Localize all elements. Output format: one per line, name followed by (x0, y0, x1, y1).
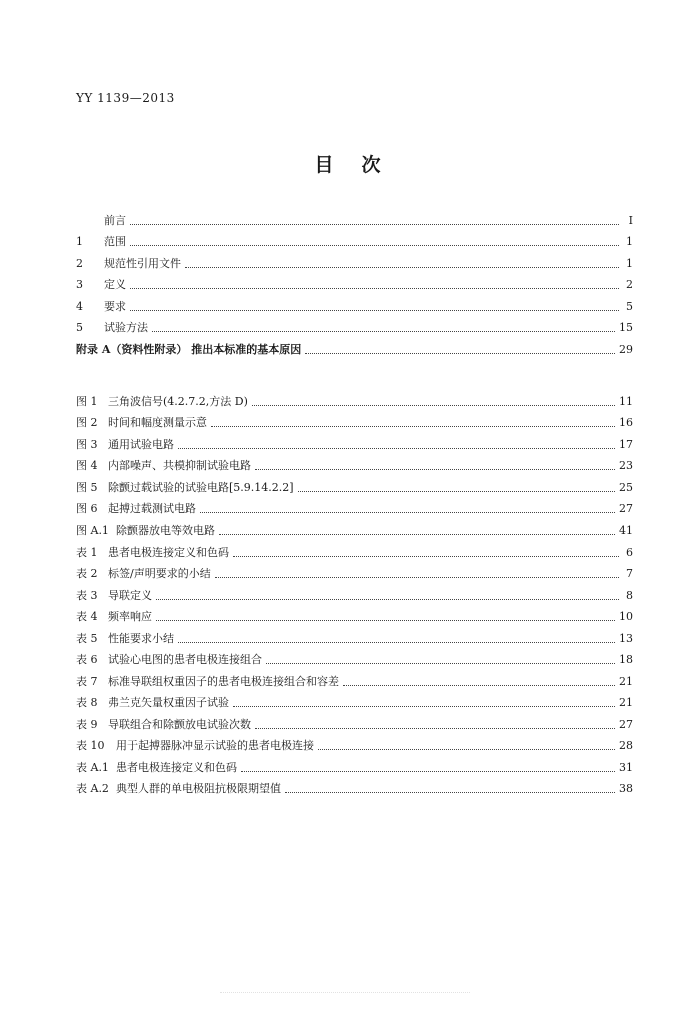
table-label: 标签/声明要求的小结 (108, 567, 211, 580)
table-label: 典型人群的单电极阻抗极限期望值 (116, 782, 281, 795)
page-title: 目次 (314, 154, 409, 176)
table-page: 38 (619, 782, 633, 795)
figure-label: 起搏过载测试电路 (108, 502, 196, 515)
dot-leader (285, 792, 615, 793)
dot-leader (130, 310, 619, 311)
toc-entry[interactable] (76, 228, 633, 250)
dot-leader (255, 728, 615, 729)
toc-table-entry[interactable] (76, 646, 633, 668)
table-number: 表 2 (76, 567, 98, 580)
table-page: 6 (626, 545, 633, 559)
figure-page: 25 (619, 480, 633, 494)
table-number: 表 5 (76, 631, 98, 645)
figure-number: 图 4 (76, 459, 98, 472)
toc-entry-label: 定义 (104, 278, 126, 291)
figure-page: 23 (619, 459, 633, 472)
figure-number: 图 A.1 (76, 523, 109, 537)
toc-figure-entry[interactable] (76, 409, 633, 431)
table-label: 导联定义 (108, 588, 152, 602)
table-number: 表 6 (76, 653, 98, 666)
table-label: 导联组合和除颤放电试验次数 (108, 717, 251, 731)
toc-entry-page: 5 (626, 299, 633, 313)
dot-leader (318, 749, 615, 750)
table-number: 表 8 (76, 696, 98, 709)
toc-entry-label: 试验方法 (104, 321, 148, 334)
figure-page: 11 (619, 394, 633, 408)
figure-page: 17 (619, 437, 633, 451)
dot-leader (130, 224, 619, 225)
toc-entry[interactable] (76, 292, 633, 314)
figure-number: 图 6 (76, 502, 98, 515)
toc-tables-section (76, 538, 633, 796)
toc-entry[interactable] (76, 206, 633, 228)
table-page: 13 (619, 631, 633, 645)
dot-leader (233, 556, 619, 557)
dot-leader (178, 448, 615, 449)
toc-table-entry[interactable] (76, 603, 633, 625)
dot-leader (305, 353, 615, 354)
toc-table-entry[interactable] (76, 710, 633, 732)
toc-figure-entry[interactable] (76, 452, 633, 474)
figure-label: 通用试验电路 (108, 437, 174, 451)
table-page: 21 (619, 674, 633, 688)
toc-table-entry[interactable] (76, 538, 633, 560)
toc-table-entry[interactable] (76, 581, 633, 603)
dot-leader (343, 685, 615, 686)
toc-entry-appendix[interactable] (76, 335, 633, 357)
table-page: 31 (619, 760, 633, 774)
toc-entry-label: 规范性引用文件 (104, 256, 181, 270)
table-label: 患者电极连接定义和色码 (116, 760, 237, 774)
toc-entry-page: 15 (619, 321, 633, 334)
toc-entry-label: 前言 (104, 213, 126, 227)
toc-table-entry[interactable] (76, 775, 633, 797)
table-page: 18 (619, 653, 633, 666)
figure-number: 图 3 (76, 437, 98, 451)
table-label: 性能要求小结 (108, 631, 174, 645)
table-label: 用于起搏器脉冲显示试验的患者电极连接 (116, 739, 314, 752)
toc-figure-entry[interactable] (76, 495, 633, 517)
figure-number: 图 5 (76, 480, 98, 494)
table-page: 7 (626, 567, 633, 580)
dot-leader (130, 288, 619, 289)
toc-entry-number: 2 (76, 256, 83, 270)
dot-leader (156, 620, 615, 621)
figure-label: 除颤器放电等效电路 (116, 523, 215, 537)
toc-figure-entry[interactable] (76, 516, 633, 538)
toc-table-entry[interactable] (76, 560, 633, 582)
table-page: 28 (619, 739, 633, 752)
toc-table-entry[interactable] (76, 689, 633, 711)
toc-table-entry[interactable] (76, 667, 633, 689)
toc-figure-entry[interactable] (76, 430, 633, 452)
dot-leader (298, 491, 615, 492)
document-code: YY 1139—2013 (76, 91, 175, 105)
table-number: 表 4 (76, 610, 98, 623)
table-number: 表 1 (76, 545, 98, 559)
dot-leader (152, 331, 615, 332)
table-label: 弗兰克矢量权重因子试验 (108, 696, 229, 709)
toc-figure-entry[interactable] (76, 473, 633, 495)
table-page: 27 (619, 717, 633, 731)
toc-table-entry[interactable] (76, 624, 633, 646)
toc-entry-page: I (628, 213, 633, 227)
toc-entry-label: 附录 A（资料性附录） 推出本标准的基本原因 (76, 342, 302, 356)
dot-leader (178, 642, 615, 643)
dot-leader (233, 706, 615, 707)
table-label: 患者电极连接定义和色码 (108, 545, 229, 559)
figure-number: 图 1 (76, 394, 98, 408)
toc-figure-entry[interactable] (76, 387, 633, 409)
dot-leader (266, 663, 615, 664)
dot-leader (241, 771, 615, 772)
toc-entry-number: 5 (76, 321, 83, 334)
toc-entry-page: 1 (626, 235, 633, 248)
toc-entry[interactable] (76, 271, 633, 293)
dot-leader (200, 512, 615, 513)
figure-label: 三角波信号(4.2.7.2,方法 D) (108, 394, 248, 408)
table-number: 表 10 (76, 739, 105, 752)
dot-leader (185, 267, 619, 268)
toc-entry-page: 29 (619, 342, 633, 356)
toc-table-entry[interactable] (76, 753, 633, 775)
table-label: 频率响应 (108, 610, 152, 623)
figure-page: 41 (619, 523, 633, 537)
figure-number: 图 2 (76, 416, 98, 429)
toc-entry-number: 1 (76, 235, 83, 248)
toc-figures-section (76, 387, 633, 538)
dot-leader (215, 577, 619, 578)
footer-scan-artifact (220, 986, 470, 993)
dot-leader (130, 245, 619, 246)
dot-leader (255, 469, 615, 470)
figure-page: 16 (619, 416, 633, 429)
toc-entry-page: 2 (626, 278, 633, 291)
toc-entry-label: 范围 (104, 235, 126, 248)
dot-leader (252, 405, 615, 406)
toc-entry-number: 3 (76, 278, 83, 291)
table-number: 表 3 (76, 588, 98, 602)
figure-page: 27 (619, 502, 633, 515)
toc-main-section (76, 206, 633, 357)
table-number: 表 9 (76, 717, 98, 731)
figure-label: 内部噪声、共模抑制试验电路 (108, 459, 251, 472)
toc-entry-page: 1 (626, 256, 633, 270)
dot-leader (156, 599, 619, 600)
toc-entry-number: 4 (76, 299, 83, 313)
figure-label: 除颤过载试验的试验电路[5.9.14.2.2] (108, 480, 294, 494)
table-number: 表 A.2 (76, 782, 109, 795)
table-page: 21 (619, 696, 633, 709)
table-label: 试验心电图的患者电极连接组合 (108, 653, 262, 666)
toc-entry-label: 要求 (104, 299, 126, 313)
dot-leader (219, 534, 615, 535)
table-page: 8 (626, 588, 633, 602)
toc-entry[interactable] (76, 314, 633, 336)
table-page: 10 (619, 610, 633, 623)
table-number: 表 7 (76, 674, 98, 688)
dot-leader (211, 426, 615, 427)
figure-label: 时间和幅度测量示意 (108, 416, 207, 429)
toc-table-entry[interactable] (76, 732, 633, 754)
table-label: 标准导联组权重因子的患者电极连接组合和容差 (108, 674, 339, 688)
toc-entry[interactable] (76, 249, 633, 271)
table-number: 表 A.1 (76, 760, 109, 774)
